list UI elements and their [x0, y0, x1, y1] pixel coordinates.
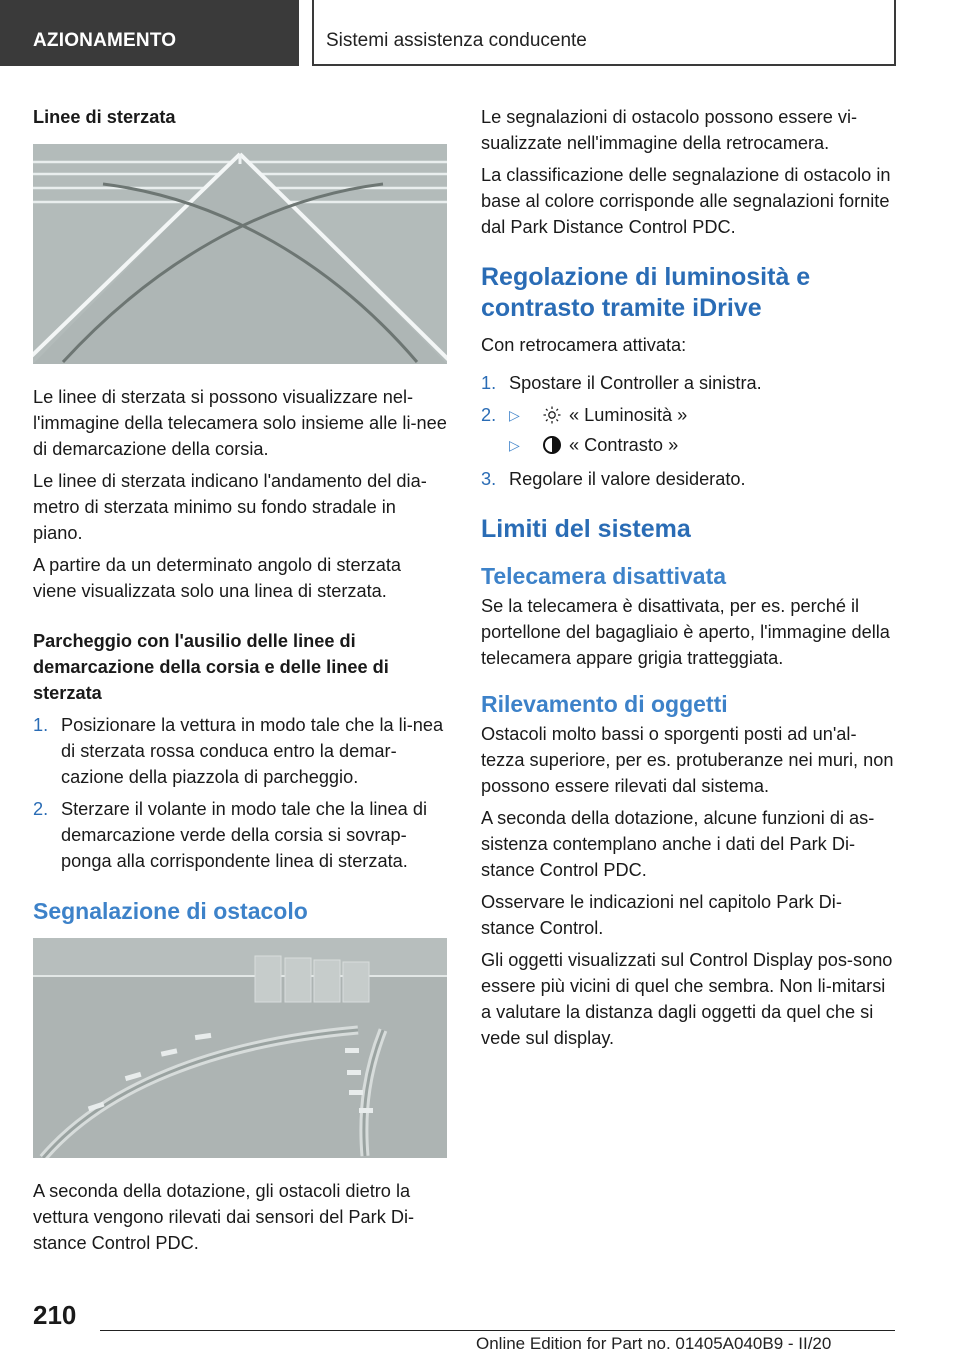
contrast-icon [537, 435, 567, 455]
brightness-steps-list-end [481, 466, 895, 492]
triangle-right-icon: ▷ [509, 407, 520, 423]
brightness-label: « Luminosità » [569, 405, 688, 425]
obstacle-heading: Segnalazione di ostacolo [33, 898, 308, 924]
brightness-contrast-heading: Regolazione di luminosità e contrasto tramite iDrive [481, 263, 811, 322]
step-number: 2. [33, 799, 49, 819]
detection-paragraph-1: Ostacoli molto bassi o sporgenti posti ad un'al-tezza superiore, per es. protuberanze nei muri, non possono essere rilevati dal sistema. [481, 724, 894, 796]
triangle-right-icon: ▷ [509, 437, 520, 453]
contrast-label: « Contrasto » [569, 435, 679, 455]
sun-icon [537, 406, 567, 424]
steering-paragraph-1: Le linee di sterzata si possono visualizzare nel-l'immagine della telecamera solo insieme alle li-nee di demarcazione della corsia. [33, 387, 447, 459]
footer-divider [100, 1330, 895, 1331]
list-item [33, 712, 447, 790]
header-chapter-box [314, 0, 894, 64]
steering-lines-heading: Linee di sterzata [33, 107, 176, 127]
contrast-menu-row [481, 432, 895, 458]
left-column [33, 100, 447, 1262]
parking-heading: Parcheggio con l'ausilio delle linee di demarcazione della corsia e delle linee di sterzata [33, 631, 389, 703]
header-section-tab [0, 0, 299, 66]
step-number: 3. [481, 469, 497, 489]
obstacle-figure [33, 938, 447, 1158]
step-number: 2. [481, 405, 497, 425]
list-item [481, 402, 895, 428]
step-text: Regolare il valore desiderato. [509, 469, 746, 489]
brightness-menu-row [509, 402, 895, 428]
system-limits-heading: Limiti del sistema [481, 515, 691, 543]
parking-steps-list [33, 712, 447, 874]
header-chapter-tab [312, 0, 896, 66]
step-number: 1. [33, 715, 49, 735]
camera-off-paragraph: Se la telecamera è disattivata, per es. perché il portellone del bagagliaio è aperto, l'immagine della telecamera appare grigia tratteggiata. [481, 596, 890, 668]
detection-paragraph-2: A seconda della dotazione, alcune funzioni di as-sistenza contemplano anche i dati del Park Di-stance Control PDC. [481, 808, 875, 880]
step-text: Spostare il Controller a sinistra. [509, 373, 762, 393]
brightness-steps-list [481, 370, 895, 428]
object-detection-heading: Rilevamento di oggetti [481, 691, 728, 717]
obstacle-color-paragraph: La classificazione delle segnalazione di ostacolo in base al colore corrisponde alle segnalazioni fornite dal Park Distance Control PDC. [481, 165, 891, 237]
step-text: Posizionare la vettura in modo tale che la li-nea di sterzata rossa conduca entro la demar-cazione della piazzola di parcheggio. [61, 715, 444, 787]
step-text: Sterzare il volante in modo tale che la linea di demarcazione verde della corsia si sovrap-ponga alla corrispondente linea di sterzata. [61, 799, 427, 871]
list-item [481, 466, 895, 492]
steering-lines-figure [33, 144, 447, 364]
list-item [481, 370, 895, 396]
footer-edition: Online Edition for Part no. 01405A040B9 - II/20 [476, 1334, 832, 1353]
camera-active-paragraph: Con retrocamera attivata: [481, 335, 687, 355]
list-item [33, 796, 447, 874]
detection-paragraph-3: Osservare le indicazioni nel capitolo Park Di-stance Control. [481, 892, 842, 938]
page-number: 210 [33, 1300, 77, 1330]
steering-paragraph-3: A partire da un determinato angolo di sterzata viene visualizzata solo una linea di sterzata. [33, 555, 402, 601]
obstacle-display-paragraph: Le segnalazioni di ostacolo possono essere vi-sualizzate nell'immagine della retrocamera. [481, 107, 858, 153]
header-chapter-label: Sistemi assistenza conducente [326, 30, 587, 51]
obstacle-paragraph: A seconda della dotazione, gli ostacoli dietro la vettura vengono rilevati dai sensori del Park Di-stance Control PDC. [33, 1181, 415, 1253]
right-column [481, 104, 895, 1057]
header-section-label: AZIONAMENTO [33, 30, 177, 51]
steering-paragraph-2: Le linee di sterzata indicano l'andamento del dia-metro di sterzata minimo su fondo stradale in piano. [33, 471, 427, 543]
step-number: 1. [481, 373, 497, 393]
detection-paragraph-4: Gli oggetti visualizzati sul Control Display pos-sono essere più vicini di quel che sembra. Non li-mitarsi a valutare la distanza dagli oggetti da quel che si vede sul display. [481, 950, 893, 1048]
camera-off-heading: Telecamera disattivata [481, 563, 727, 589]
